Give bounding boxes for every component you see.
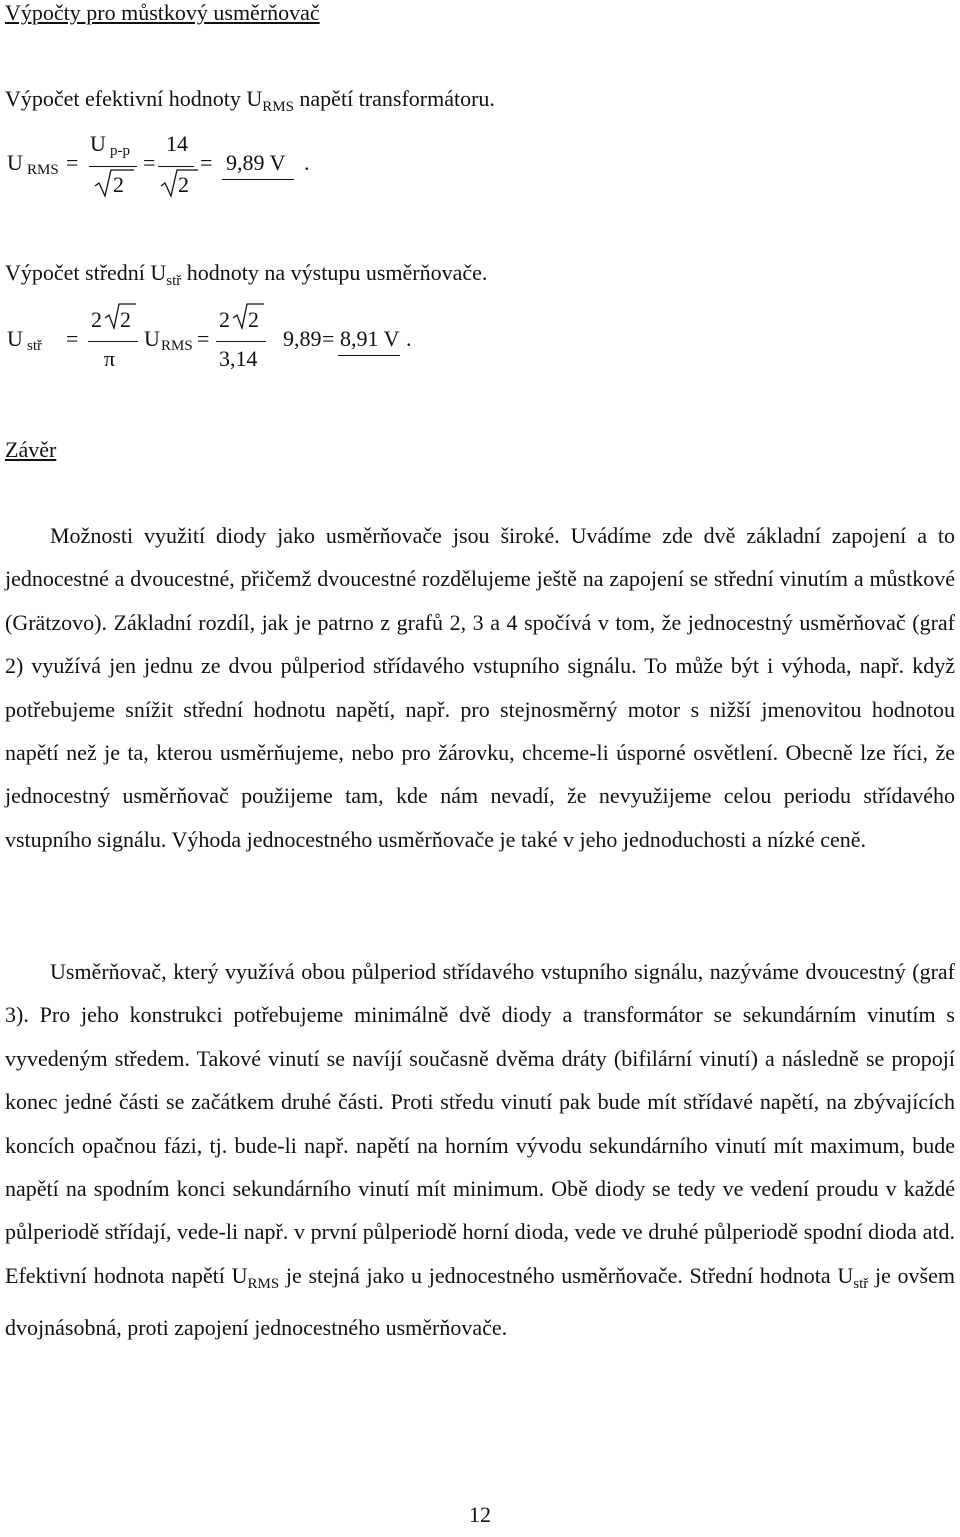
rms-den1: 2 [113, 172, 124, 197]
rms-eq-2: = [143, 150, 156, 175]
rms-dot: . [304, 150, 310, 175]
avg-heading-sub: stř [166, 273, 182, 289]
avg-eq-1: = [66, 326, 79, 351]
paragraph-2 [5, 950, 955, 1350]
avg-heading-text: Výpočet střední U [5, 260, 167, 285]
avg-mid-sub: RMS [161, 338, 193, 354]
avg-num2-b: 2 [248, 307, 259, 332]
avg-frac-bar-2 [216, 341, 266, 342]
avg-eq-2: = [197, 326, 210, 351]
paragraph-2-text-2: je stejná jako u jednocestného usměrňovače. Střední hodnota U [279, 1262, 854, 1288]
rms-heading-text: Výpočet efektivní hodnoty U [5, 86, 263, 111]
rms-frac-bar-2 [158, 166, 194, 167]
rms-heading-post: napětí transformátoru. [293, 86, 495, 111]
conclusion-heading: Závěr [5, 437, 57, 462]
avg-frac-bar-1 [88, 341, 138, 342]
paragraph-1-text: Možnosti využití diody jako usměrňovače jsou široké. Uvádíme zde dvě základní zapojení a to jednocestné a dvoucestné, přičemž dvoucestné rozdělujeme ještě na zapojení se střední vinutím a můstkové (Grätzovo). Základní rozdíl, jak je patrno z grafů 2, 3 a 4 spočívá v tom, že jednocestný usměrňovač (graf 2) využívá jen jednu ze dvou půlperiod střídavého vstupního signálu. To může být i výhoda, např. když potřebujeme snížit střední hodnotu napětí, např. pro stejnosměrný motor s nižší jmenovitou hodnotou napětí než je ta, kterou usměrňujeme, nebo pro žárovku, chceme-li úsporné osvětlení. Obecně lze říci, že jednocestný usměrňovač použijeme tam, kde nám nevadí, že nevyužijeme celou periodu střídavého vstupního signálu. Výhoda jednocestného usměrňovače je také v jeho jednoduchosti a nízké ceně. [5, 523, 955, 852]
rms-heading-sub: RMS [262, 99, 294, 115]
avg-dot: . [406, 326, 412, 351]
rms-num2: 14 [166, 131, 188, 156]
rms-frac-bar-1 [89, 166, 137, 167]
avg-result: 8,91 V [340, 326, 400, 351]
avg-num1-b: 2 [120, 307, 131, 332]
paragraph-2-sub-str: stř [853, 1275, 869, 1292]
avg-den1: π [104, 346, 116, 371]
avg-result-underline [338, 355, 400, 356]
avg-val: 9,89 [283, 326, 322, 351]
rms-lhs-sub: RMS [27, 162, 59, 178]
avg-lhs-u: U [7, 326, 23, 351]
rms-num1-u: U [90, 131, 106, 156]
rms-eq-1: = [66, 150, 79, 175]
paragraph-2-text: Usměrňovač, který využívá obou půlperiod střídavého vstupního signálu, nazýváme dvoucestný (graf 3). Pro jeho konstrukci potřebujeme minimálně dvě diody a transformátor se sekundárním vinutím s vyvedeným středem. Takové vinutí se navíjí současně dvěma dráty (bifilární vinutí) a následně se propojí konec jedné části se začátkem druhé části. Proti středu vinutí pak bude mít střídavé napětí, na zbývajících koncích opačnou fázi, tj. bude-li např. napětí na horním vývodu sekundárního vinutí mít maximum, bude napětí na spodním konci sekundárního vinutí mít minimum. Obě diody se tedy ve vedení proudu v každé půlperiodě střídají, vede-li např. v první půlperiodě horní dioda, vede ve druhé půlperiodě spodní dioda atd. Efektivní hodnota napětí U [5, 959, 955, 1288]
avg-mid-u: U [144, 326, 160, 351]
rms-eq-3: = [200, 150, 213, 175]
rms-result: 9,89 V [226, 150, 286, 175]
paragraph-2-sub-rms: RMS [247, 1275, 280, 1292]
paragraph-2-text-3: je ovšem dvojnásobná, proti zapojení jednocestného usměrňovače. [5, 1262, 955, 1341]
page-title: Výpočty pro můstkový usměrňovač [5, 0, 320, 25]
rms-den2: 2 [178, 172, 189, 197]
page-number: 12 [469, 1502, 491, 1527]
paragraph-1 [5, 514, 955, 861]
avg-heading-post: hodnoty na výstupu usměrňovače. [181, 260, 488, 285]
avg-heading [5, 260, 487, 290]
avg-lhs-sub: stř [27, 338, 42, 354]
avg-eq-3: = [322, 326, 335, 351]
rms-lhs-u: U [7, 150, 23, 175]
avg-den2: 3,14 [219, 346, 258, 371]
rms-result-underline [222, 179, 294, 180]
avg-num2-a: 2 [219, 307, 230, 332]
rms-heading [5, 86, 495, 116]
avg-num1-a: 2 [91, 307, 102, 332]
rms-num1-sub: p-p [110, 143, 130, 159]
